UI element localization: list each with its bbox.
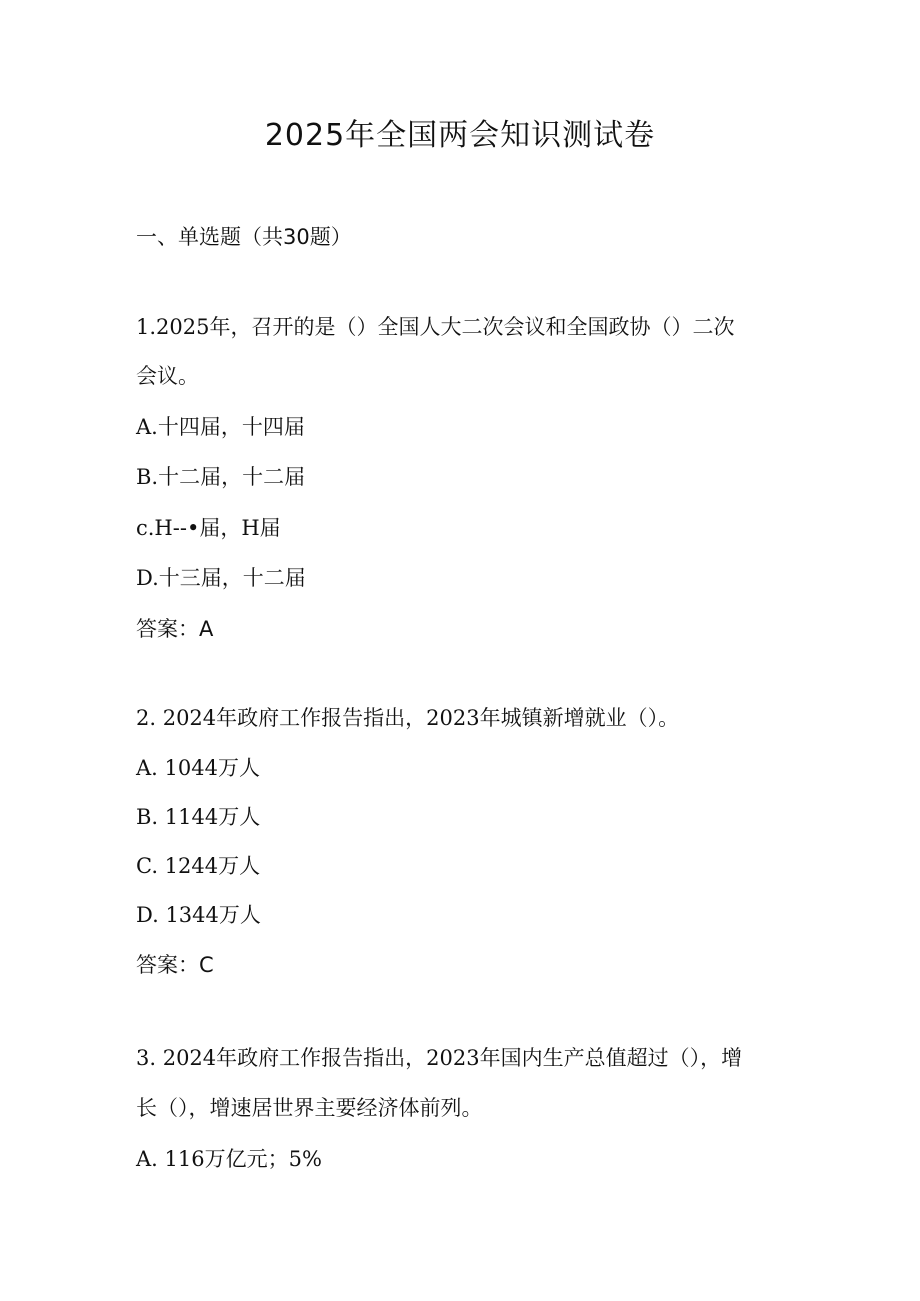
question-1-stem-line-1: 1.2025年，召开的是（）全国人大二次会议和全国政协（）二次: [136, 315, 735, 339]
question-2-answer: 答案：C: [136, 953, 214, 977]
question-3-stem-line-1: 3. 2024年政府工作报告指出，2023年国内生产总值超过（），增: [136, 1046, 743, 1070]
document-title: 2025年全国两会知识测试卷: [264, 118, 656, 153]
question-2-option-d: D. 1344万人: [136, 903, 261, 927]
question-2-option-b: B. 1144万人: [136, 805, 261, 829]
section-heading: 一、单选题（共30题）: [136, 225, 352, 249]
question-1-option-d: D.十三届，十二届: [136, 566, 306, 590]
question-1-answer: 答案：A: [136, 617, 214, 641]
question-1-option-a: A.十四届，十四届: [136, 415, 305, 439]
question-2-option-c: C. 1244万人: [136, 854, 261, 878]
question-2-stem-line-1: 2. 2024年政府工作报告指出，2023年城镇新增就业（）。: [136, 706, 680, 730]
question-1-option-c: c.H--•届，H届: [136, 516, 281, 540]
question-2-option-a: A. 1044万人: [136, 756, 260, 780]
question-3-stem-line-2: 长（），增速居世界主要经济体前列。: [136, 1096, 483, 1120]
question-1-option-b: B.十二届，十二届: [136, 465, 306, 489]
question-1-stem-line-2: 会议。: [136, 364, 199, 388]
question-3-option-a: A. 116万亿元；5%: [136, 1147, 322, 1171]
